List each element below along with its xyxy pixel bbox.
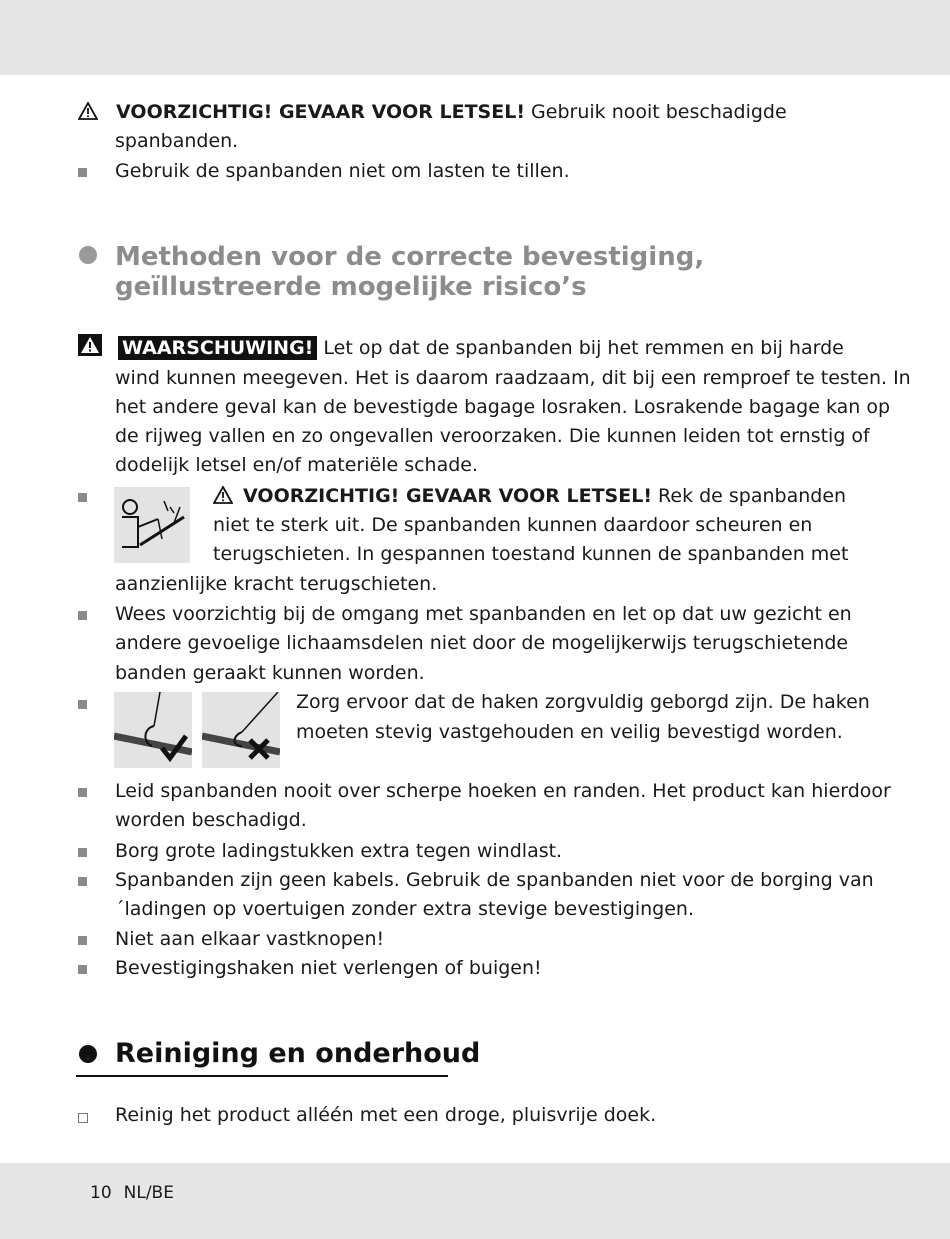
language-code: NL/BE (123, 1183, 174, 1203)
overstretch-illustration (114, 487, 190, 563)
hook-incorrect-illustration (202, 692, 280, 768)
caution-text: aanzienlijke kracht terugschieten. (115, 573, 438, 595)
warning-label: WAARSCHUWING! (118, 336, 317, 360)
list-item: Wees voorzichtig bij de omgang met spanbanden en let op dat uw gezicht en (115, 603, 852, 625)
square-bullet-icon (78, 700, 87, 709)
section-title: Reiniging en onderhoud (115, 1038, 481, 1069)
section-bullet-icon (79, 1045, 97, 1063)
warning-triangle-icon (78, 102, 98, 120)
caution-line (78, 98, 787, 127)
warning-text: de rijweg vallen en zo ongevallen veroorzaken. Die kunnen leiden tot ernstig of (115, 425, 870, 447)
caution-text: Gebruik nooit beschadigde (525, 101, 787, 123)
section-bullet-icon (79, 246, 97, 264)
caution-text-cont: spanbanden. (115, 130, 239, 152)
checkbox-bullet-icon (78, 1113, 88, 1123)
square-bullet-icon (78, 848, 87, 857)
warning-text: wind kunnen meegeven. Het is daarom raadzaam, dit bij een remproef te testen. In (115, 367, 911, 389)
list-item: moeten stevig vastgehouden en veilig bevestigd worden. (296, 721, 843, 743)
warning-text: Let op dat de spanbanden bij het remmen en bij harde (317, 337, 844, 359)
square-bullet-icon (78, 788, 87, 797)
list-item: andere gevoelige lichaamsdelen niet door de mogelijkerwijs terugschietende (115, 632, 849, 654)
warning-triangle-icon (78, 334, 102, 356)
square-bullet-icon (78, 936, 87, 945)
square-bullet-icon (78, 168, 87, 177)
list-item: Reinig het product alléén met een droge, pluisvrije doek. (115, 1104, 657, 1126)
section-title-line2: geïllustreerde mogelijke risico’s (115, 272, 587, 302)
section-title-line1: Methoden voor de correcte bevestiging, (115, 242, 705, 272)
page-footer (90, 1183, 174, 1203)
caution-text: niet te sterk uit. De spanbanden kunnen daardoor scheuren en (213, 514, 813, 536)
list-item: banden geraakt kunnen worden. (115, 662, 425, 684)
page-number: 10 (90, 1183, 112, 1203)
caution-text: terugschieten. In gespannen toestand kunnen de spanbanden met (213, 543, 849, 565)
list-item: Leid spanbanden nooit over scherpe hoeken en randen. Het product kan hierdoor (115, 780, 891, 802)
list-item: ´ladingen op voertuigen zonder extra stevige bevestigingen. (115, 898, 694, 920)
caution-line (213, 482, 846, 511)
warning-text: het andere geval kan de bevestigde bagage losraken. Losrakende bagage kan op (115, 396, 891, 418)
list-item: Niet aan elkaar vastknopen! (115, 928, 385, 950)
warning-text: dodelijk letsel en/of materiële schade. (115, 454, 479, 476)
list-item: worden beschadigd. (115, 809, 307, 831)
list-item: Gebruik de spanbanden niet om lasten te tillen. (115, 160, 570, 182)
list-item: Zorg ervoor dat de haken zorgvuldig geborgd zijn. De haken (296, 691, 870, 713)
list-item: Borg grote ladingstukken extra tegen windlast. (115, 840, 563, 862)
square-bullet-icon (78, 493, 87, 502)
square-bullet-icon (78, 965, 87, 974)
caution-label: VOORZICHTIG! GEVAAR VOOR LETSEL! (116, 101, 525, 123)
warning-line (78, 334, 844, 363)
square-bullet-icon (78, 611, 87, 620)
caution-text: Rek de spanbanden (652, 485, 847, 507)
warning-triangle-icon (213, 486, 233, 504)
square-bullet-icon (78, 877, 87, 886)
list-item: Bevestigingshaken niet verlengen of buigen! (115, 957, 542, 979)
top-margin-bar (0, 0, 950, 75)
hook-correct-illustration (114, 692, 192, 768)
list-item: Spanbanden zijn geen kabels. Gebruik de spanbanden niet voor de borging van (115, 869, 874, 891)
caution-label: VOORZICHTIG! GEVAAR VOOR LETSEL! (243, 485, 652, 507)
heading-underline (76, 1075, 448, 1077)
